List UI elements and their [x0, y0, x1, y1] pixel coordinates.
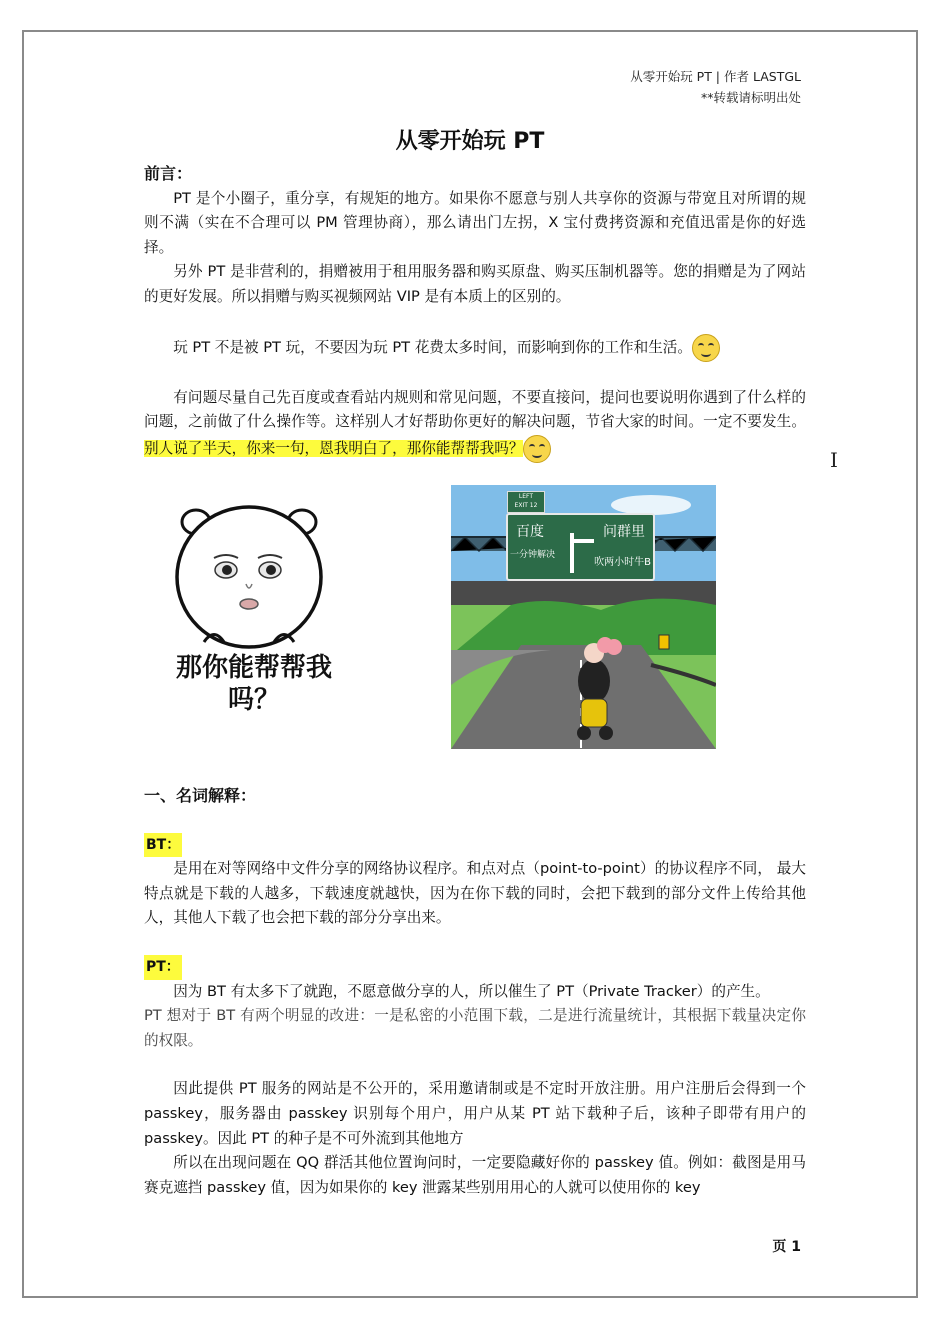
- preface-paragraph-4-text: 有问题尽量自己先百度或查看站内规则和常见问题，不要直接问，提问也要说明你遇到了什么样的问题，之前做了什么操作等。这样别人才好帮助你更好的解决问题，节省大家的时间。一定不要发生。: [144, 388, 806, 431]
- pt-definition-4: 所以在出现问题在 QQ 群活其他位置询问时，一定要隐藏好你的 passkey 值。例如：截图是用马赛克遮挡 passkey 值，因为如果你的 key 泄露某些别用用心的人就可以使用你的 key: [144, 1154, 806, 1196]
- highlighted-quote: 别人说了半天，你来一句，恩我明白了，那你能帮帮我吗？: [144, 439, 524, 457]
- grin-emoji-icon: [692, 334, 720, 362]
- shocked-emoji-icon: [523, 435, 551, 463]
- page-header: [630, 66, 801, 108]
- preface-paragraph-1: PT 是个小圈子，重分享，有规矩的地方。如果你不愿意与别人共享你的资源与带宽且对所谓的规则不满（实在不合理可以 PM 管理协商），那么请出门左拐，X 宝付费拷资源和充值迅雷是你的好选择。: [144, 189, 806, 256]
- header-line-1: 从零开始玩 PT | 作者 LASTGL: [630, 69, 801, 84]
- bt-label: BT：: [144, 833, 182, 858]
- sign-right-sub: 吹两小时牛B: [594, 557, 651, 568]
- preface-paragraph-2: 另外 PT 是非营利的，捐赠被用于租用服务器和购买原盘、购买压制机器等。您的捐赠是为了网站的更好发展。所以捐赠与购买视频网站 VIP 是有本质上的区别的。: [144, 263, 806, 305]
- preface-paragraph-3: [144, 334, 806, 362]
- exit-sign-top: LEFT: [518, 493, 534, 500]
- meme-image: [154, 492, 354, 722]
- header-line-2: **转载请标明出处: [700, 90, 801, 105]
- sign-arrow-head-icon: [574, 539, 594, 543]
- road-sign-image: [451, 485, 716, 749]
- pt-definition-2: PT 想对于 BT 有两个明显的改进：一是私密的小范围下载，二是进行流量统计，其根据下载量决定你的权限。: [144, 1007, 806, 1049]
- exit-sign-bottom: EXIT 12: [514, 502, 538, 509]
- bt-definition: 是用在对等网络中文件分享的网络协议程序。和点对点（point-to-point）的协议程序不同， 最大特点就是下载的人越多，下载速度就越快，因为在你下载的同时，会把下载到的部分文件上传给其他人，其他人下载了也会把下载的部分分享出来。: [144, 860, 806, 927]
- document-title: 从零开始玩 PT: [395, 129, 545, 154]
- sign-right-main: 问群里: [603, 524, 645, 540]
- sign-left-sub: 一分钟解决: [510, 550, 556, 560]
- preface-section: [144, 162, 806, 463]
- pt-definition-3: 因此提供 PT 服务的网站是不公开的，采用邀请制或是不定时开放注册。用户注册后会得到一个 passkey，服务器由 passkey 识别每个用户，用户从某 PT 站下载种子后，该种子即带有用户的 passkey。因此 PT 的种子是不可外流到其他地方: [144, 1080, 806, 1147]
- sign-left-main: 百度: [516, 524, 544, 540]
- preface-paragraph-3-text: 玩 PT 不是被 PT 玩，不要因为玩 PT 花费太多时间，而影响到你的工作和生活。: [173, 338, 692, 356]
- text-cursor-icon: I: [830, 448, 838, 472]
- definitions-heading: 一、名词解释：: [144, 786, 257, 805]
- direction-sign: [506, 513, 655, 581]
- definitions-section: [144, 784, 806, 1200]
- document-page: [22, 30, 918, 1298]
- page-number: 页 1: [772, 1239, 801, 1255]
- preface-paragraph-4: [144, 386, 806, 463]
- exit-sign: [507, 491, 545, 513]
- meme-caption: 那你能帮帮我吗？: [175, 653, 332, 715]
- pt-definition-1: 因为 BT 有太多下了就跑，不愿意做分享的人，所以催生了 PT（Private Tracker）的产生。: [173, 982, 770, 1000]
- pt-label: PT：: [144, 955, 182, 980]
- cartoon-face-icon: [154, 492, 354, 652]
- preface-heading: 前言：: [144, 164, 193, 183]
